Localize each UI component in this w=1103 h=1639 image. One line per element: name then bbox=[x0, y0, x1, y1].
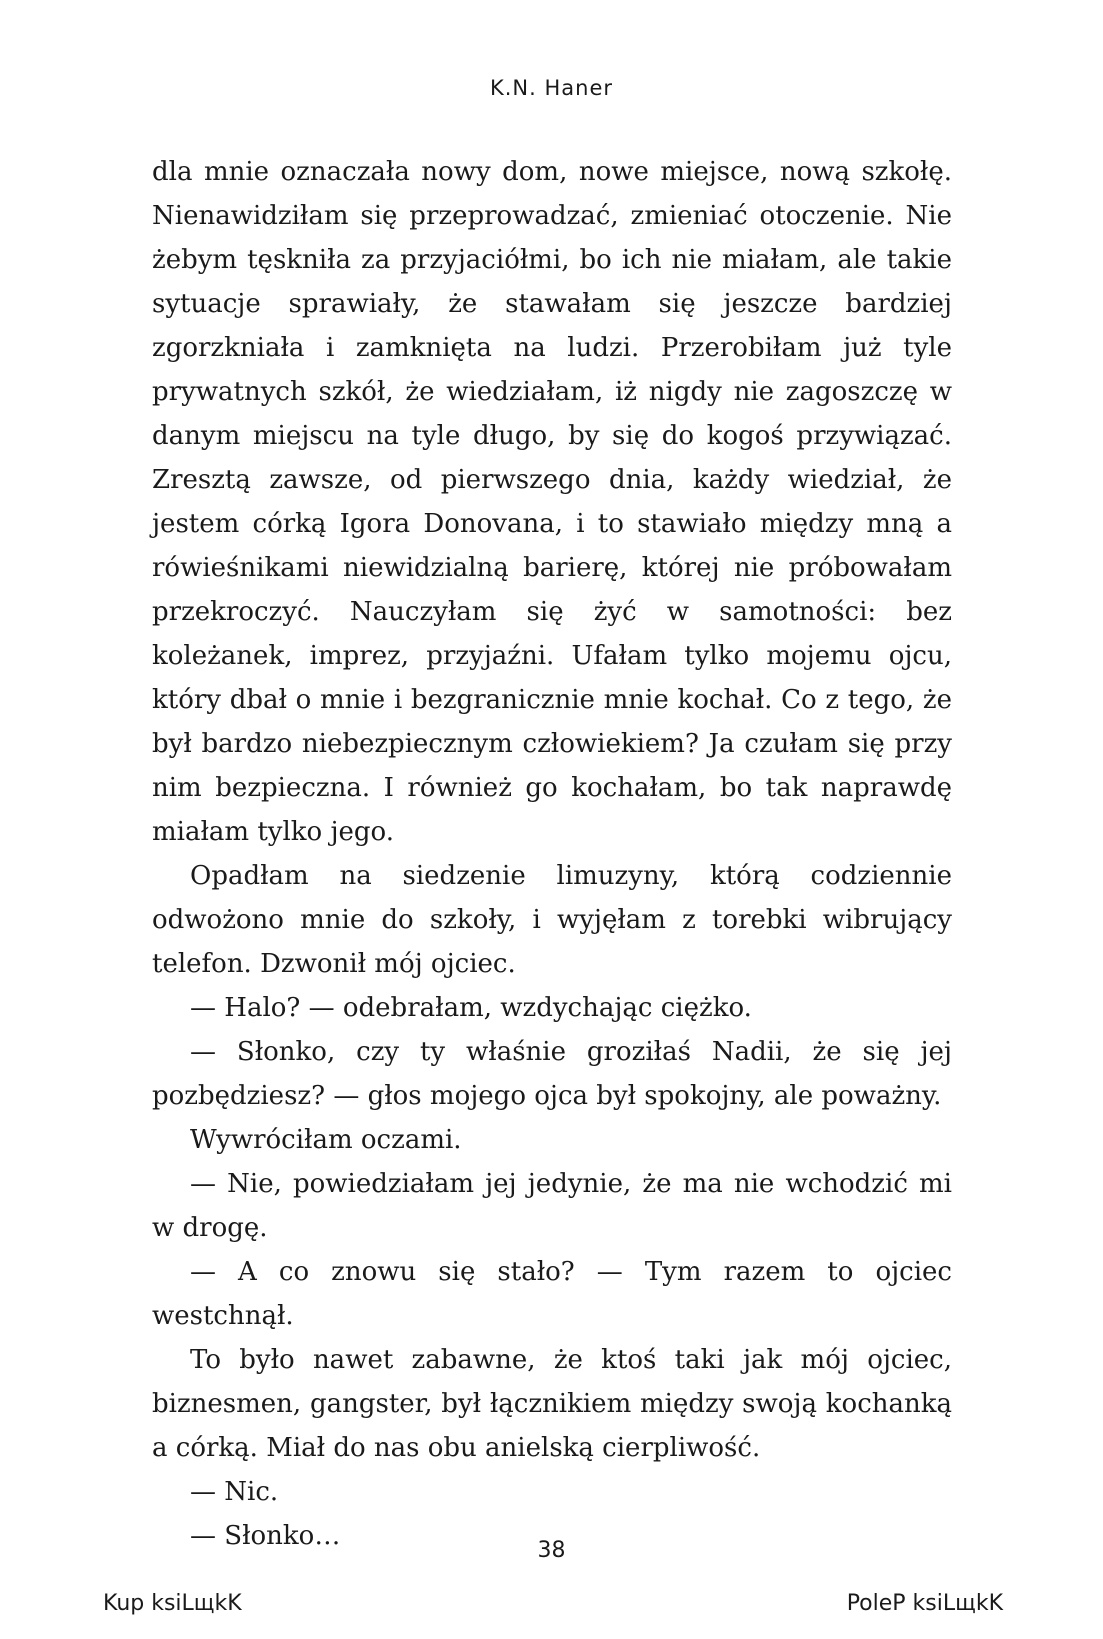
paragraph: dla mnie oznaczała nowy dom, nowe miejsce, nową szkołę. Nienawidziłam się przeprowadzać, zmieniać otoczenie. Nie żebym tęskniła za przyjaciółmi, bo ich nie miałam, ale takie sytuacje sprawiały, że stawałam się jeszcze bardziej zgorzkniała i zamknięta na ludzi. Przerobiłam już tyle prywatnych szkół, że wiedziałam, iż nigdy nie zagoszczę w danym miejscu na tyle długo, by się do kogoś przywiązać. Zresztą zawsze, od pierwszego dnia, każdy wiedział, że jestem córką Igora Donovana, i to stawiało między mną a rówieśnikami niewidzialną barierę, której nie próbowałam przekroczyć. Nauczyłam się żyć w samotności: bez koleżanek, imprez, przyjaźni. Ufałam tylko mojemu ojcu, który dbał o mnie i bezgranicznie mnie kochał. Co z tego, że był bardzo niebezpiecznym człowiekiem? Ja czułam się przy nim bezpieczna. I również go kochałam, bo tak naprawdę miałam tylko jego. bbox=[152, 157, 952, 847]
paragraph: — Słonko, czy ty właśnie groziłaś Nadii, że się jej pozbędziesz? — głos mojego ojca był spokojny, ale poważny. bbox=[152, 1037, 952, 1111]
paragraph: To było nawet zabawne, że ktoś taki jak mój ojciec, biznesmen, gangster, był łącznikiem między swoją kochanką a córką. Miał do nas obu anielską cierpliwość. bbox=[152, 1345, 952, 1463]
paragraph: — Halo? — odebrałam, wzdychając ciężko. bbox=[190, 993, 752, 1023]
paragraph: Wywróciłam oczami. bbox=[190, 1125, 462, 1155]
paragraph: Opadłam na siedzenie limuzyny, którą codziennie odwożono mnie do szkoły, i wyjęłam z torebki wibrujący telefon. Dzwonił mój ojciec. bbox=[152, 861, 952, 979]
paragraph: — Nic. bbox=[190, 1477, 279, 1507]
recommend-book-link[interactable]: PoleP ksiLщkK bbox=[846, 1591, 1003, 1616]
paragraph: — A co znowu się stało? — Tym razem to ojciec westchnął. bbox=[152, 1257, 952, 1331]
buy-book-link[interactable]: Kup ksiLщkK bbox=[103, 1591, 242, 1616]
body-text bbox=[152, 150, 952, 1558]
paragraph: — Słonko… bbox=[190, 1521, 341, 1551]
running-header-author: K.N. Haner bbox=[489, 76, 614, 100]
paragraph: — Nie, powiedziałam jej jedynie, że ma nie wchodzić mi w drogę. bbox=[152, 1169, 952, 1243]
page-number: 38 bbox=[537, 1538, 566, 1563]
